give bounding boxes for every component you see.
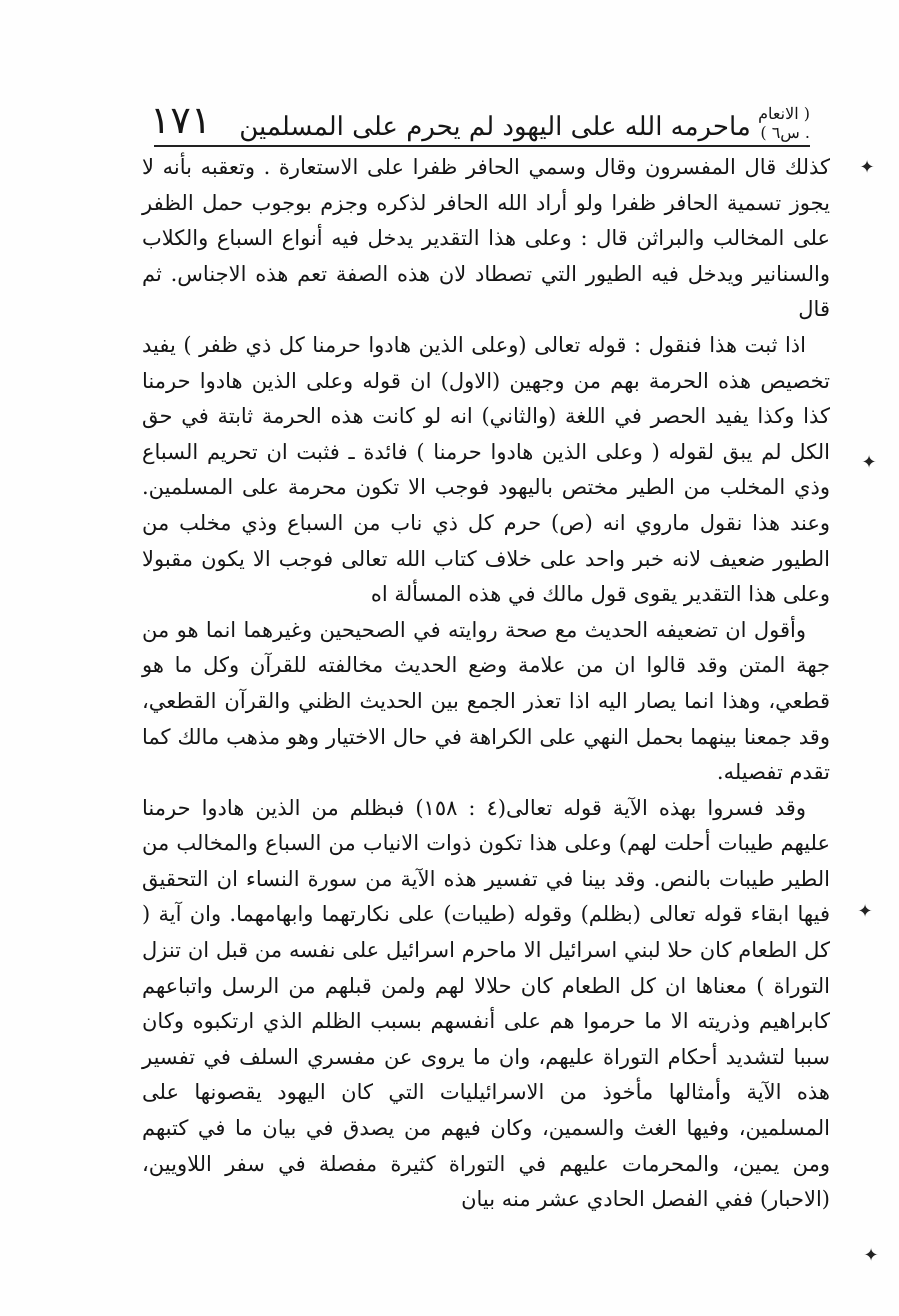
margin-ornament-icon [860,1248,882,1264]
paragraph-2: اذا ثبت هذا فنقول : قوله تعالى (وعلى الذين هادوا حرمنا كل ذي ظفر ) يفيد تخصيص هذه الحرمة بهم من وجهين (الاول) ان قوله وعلى الذين هادوا حرمنا كذا وكذا يفيد الحصر في اللغة (والثاني) انه لو كانت هذه الحرمة ثابتة في حق الكل لم يبق لقوله ( وعلى الذين هادوا حرمنا ) فائدة ـ فثبت ان تحريم السباع وذي المخلب من الطير مختص باليهود فوجب الا تكون محرمة على المسلمين. وعند هذا نقول ماروي انه (ص) حرم كل ذي ناب من السباع وذي مخلب من الطيور ضعيف لانه خبر واحد على خلاف كتاب الله تعالى فوجب الا يكون مقبولا وعلى هذا التقدير يقوى قول مالك في هذه المسألة اه [142,332,830,607]
margin-ornament-icon [858,455,880,471]
margin-ornament-icon [854,904,876,920]
margin-ornament-icon [856,160,878,176]
body-text [142,150,830,1218]
paragraph-3: وأقول ان تضعيفه الحديث مع صحة روايته في الصحيحين وغيرهما انما هو من جهة المتن وقد قالوا ان من علامة وضع الحديث مخالفته للقرآن وكل ما هو قطعي، وهذا انما يصار اليه اذا تعذر الجمع بين الحديث الظني والقرآن القطعي، وقد جمعنا بينهما بحمل النهي على الكراهة في حال الاختيار وهو مذهب مالك كما تقدم تفصيله. [142,617,830,785]
page-number: ١٧١ [150,98,212,142]
paragraph-1: كذلك قال المفسرون وقال وسمي الحافر ظفرا على الاستعارة . وتعقبه بأنه لا يجوز تسمية الحافر ظفرا ولو أراد الله الحافر لذكره وجزم بوجوب حمل الظفر على المخالب والبراثن قال : وعلى هذا التقدير يدخل فيه أنواع السباع والكلاب والسنانير ويدخل فيه الطيور التي تصطاد لان هذه الصفة تعم هذه الاجناس. ثم قال [142,155,830,322]
header-rule [154,145,810,147]
running-header-topic: ماحرمه الله على اليهود لم يحرم على المسلمين [239,112,751,142]
running-header-surah: ( الانعام . س٦ ) [758,104,810,142]
page-header [150,96,810,142]
paragraph-4: وقد فسروا بهذه الآية قوله تعالى(٤ : ١٥٨) فبظلم من الذين هادوا حرمنا عليهم طيبات أحلت لهم) وعلى هذا تكون ذوات الانياب من السباع والمخالب من الطير طيبات بالنص. وقد بينا في تفسير هذه الآية من سورة النساء ان التحقيق فيها ابقاء قوله تعالى (بظلم) وقوله (طيبات) على نكارتهما وابهامهما. وان آية ( كل الطعام كان حلا لبني اسرائيل الا ماحرم اسرائيل على نفسه من قبل ان تنزل التوراة ) معناها ان كل الطعام كان حلالا لهم ولمن قبلهم من الرسل واتباعهم كابراهيم وذريته الا ما حرموا هم على أنفسهم بسبب الظلم الذي ارتكبوه وكان سببا لتشديد أحكام التوراة عليهم، وان ما يروى عن مفسري السلف في تفسير هذه الآية وأمثالها مأخوذ من الاسرائيليات التي كان اليهود يقصونها على المسلمين، وفيها الغث والسمين، وكان فيهم من يصدق في بيان ما في كتبهم ومن يمين، والمحرمات عليهم في التوراة كثيرة مفصلة في سفر اللاويين، (الاحبار) ففي الفصل الحادي عشر منه بيان [142,795,830,1212]
